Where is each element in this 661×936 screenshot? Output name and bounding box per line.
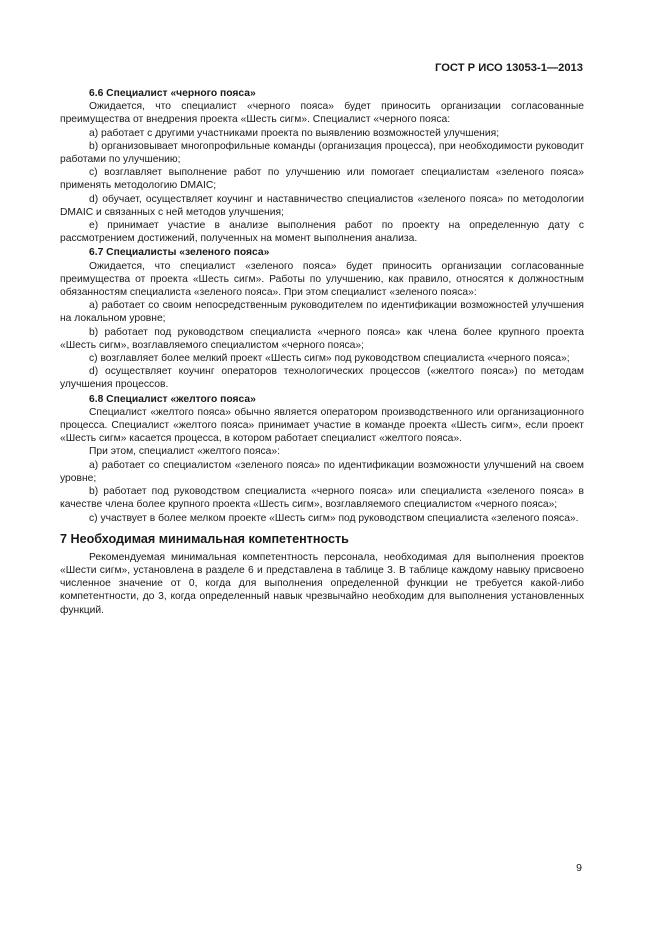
list-item: d) осуществляет коучинг операторов технологических процессов («желтого пояса») по методам улучшения процессов. [60, 366, 584, 391]
list-item: b) работает под руководством специалиста «черного пояса» или специалиста «зеленого пояса» в качестве члена более крупного проекта «Шесть сигм», возглавляемого специалистом «черного пояса»; [60, 486, 584, 511]
section-heading-6-6: 6.6 Специалист «черного пояса» [89, 88, 256, 99]
page-number: 9 [576, 862, 582, 874]
list-item: с) участвует в более мелком проекте «Шесть сигм» под руководством специалиста «зеленого пояса». [89, 512, 579, 524]
list-item: с) возглавляет выполнение работ по улучшению или помогает специалистам «зеленого пояса» применять методологию DMAIC; [60, 167, 584, 192]
paragraph: Рекомендуемая минимальная компетентность персонала, необходимая для выполнения проектов «Шести сигм», установлена в разделе 6 и представлена в таблице 3. В таблице каждому навыку присвоено численное значение от 0, когда для выполнения определенной функции не требуется какой-либо компетентности, до 3, когда определенный навык чрезвычайно необходим для выполнения установленных функций. [60, 551, 584, 616]
paragraph: Ожидается, что специалист «зеленого пояса» будет приносить организации согласованные преимущества от проекта «Шесть сигм». Работы по улучшению, как правило, относятся к должностным обязанностям специалиста «зеленого пояса». При этом специалист «зеленого пояса»: [60, 260, 584, 299]
list-item: е) принимает участие в анализе выполнения работ по проекту на определенную дату с рассмотрением достижений, полученных на момент выполнения анализа. [60, 220, 584, 245]
paragraph: При этом, специалист «желтого пояса»: [89, 446, 280, 458]
list-item: d) обучает, осуществляет коучинг и наставничество специалистов «зеленого пояса» по методологии DMAIC и связанных с ней методов улучшения; [60, 193, 584, 218]
list-item: b) работает под руководством специалиста «черного пояса» как члена более крупного проекта «Шесть сигм», возглавляемого специалистом «черного пояса»; [60, 326, 584, 351]
list-item: с) возглавляет более мелкий проект «Шесть сигм» под руководством специалиста «черного пояса»; [89, 353, 570, 365]
section-heading-6-8: 6.8 Специалист «желтого пояса» [89, 393, 256, 405]
list-item: b) организовывает многопрофильные команды (организация процесса), при необходимости руководит работами по улучшению; [60, 140, 584, 166]
document-body [60, 86, 584, 617]
list-item: а) работает со своим непосредственным руководителем по идентификации возможностей улучшения на локальном уровне; [60, 300, 584, 325]
document-header: ГОСТ Р ИСО 13053-1—2013 [435, 62, 583, 74]
section-heading-7: 7 Необходимая минимальная компетентность [60, 531, 349, 546]
paragraph [60, 100, 584, 126]
section-heading-6-7: 6.7 Специалисты «зеленого пояса» [89, 247, 270, 259]
list-item: а) работает со специалистом «зеленого пояса» по идентификации возможности улучшений на своем уровне; [60, 459, 584, 484]
list-item: а) работает с другими участниками проекта по выявлению возможностей улучшения; [89, 127, 500, 139]
paragraph-text: Ожидается, что специалист «черного пояса» будет приносить организации согласованные преимущества от внедрения проекта «Шесть сигм». Специалист «черного пояса: [60, 101, 584, 126]
paragraph: Специалист «желтого пояса» обычно является оператором производственного или организационного процесса. Специалист «желтого пояса» принимает участие в команде проекта «Шесть сигм», если проект «Шесть сигм» касается процесса, в котором работает специалист «желтого пояса». [60, 406, 584, 445]
